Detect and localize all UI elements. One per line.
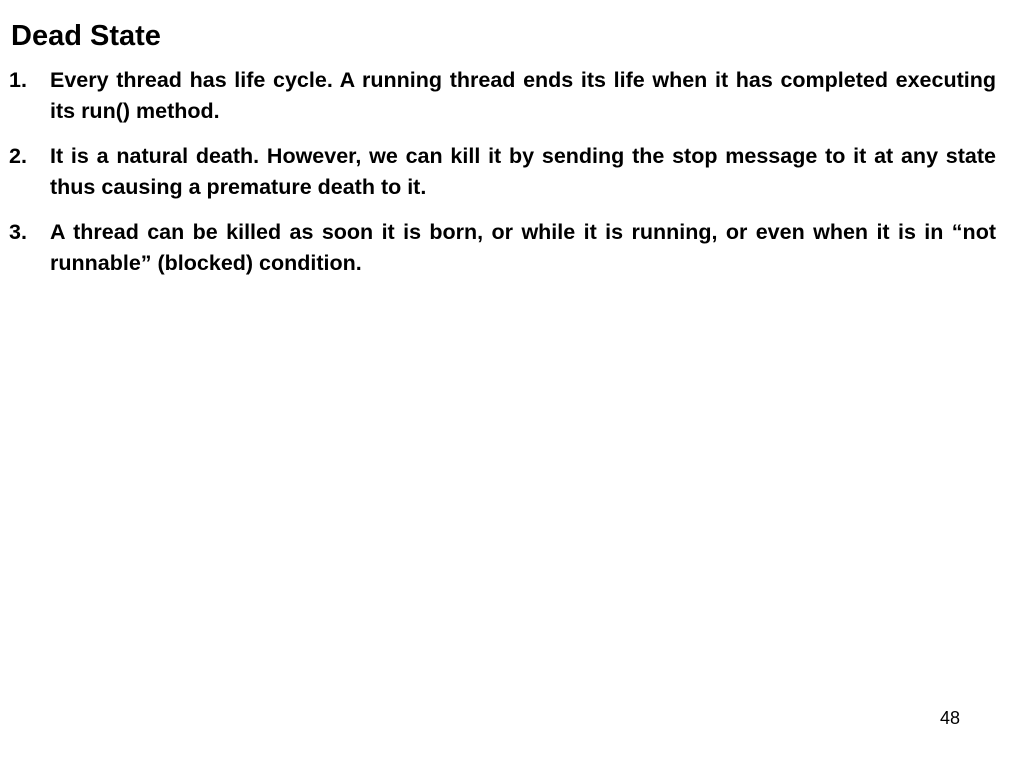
list-item-number: 3.	[9, 220, 27, 244]
list-item	[9, 65, 996, 127]
list-item-text: A thread can be killed as soon it is born, or while it is running, or even when it is in “not runnable” (blocked) condition.	[50, 220, 996, 275]
bullet-list	[9, 65, 996, 293]
page-number: 48	[939, 708, 961, 728]
list-item-text: Every thread has life cycle. A running thread ends its life when it has completed executing its run() method.	[50, 68, 996, 123]
list-item-number: 1.	[9, 68, 27, 92]
list-item	[9, 217, 996, 279]
list-item	[9, 141, 996, 203]
slide-title: Dead State	[11, 20, 161, 52]
list-item-text: It is a natural death. However, we can kill it by sending the stop message to it at any state thus causing a premature death to it.	[50, 144, 996, 199]
list-item-number: 2.	[9, 144, 27, 168]
